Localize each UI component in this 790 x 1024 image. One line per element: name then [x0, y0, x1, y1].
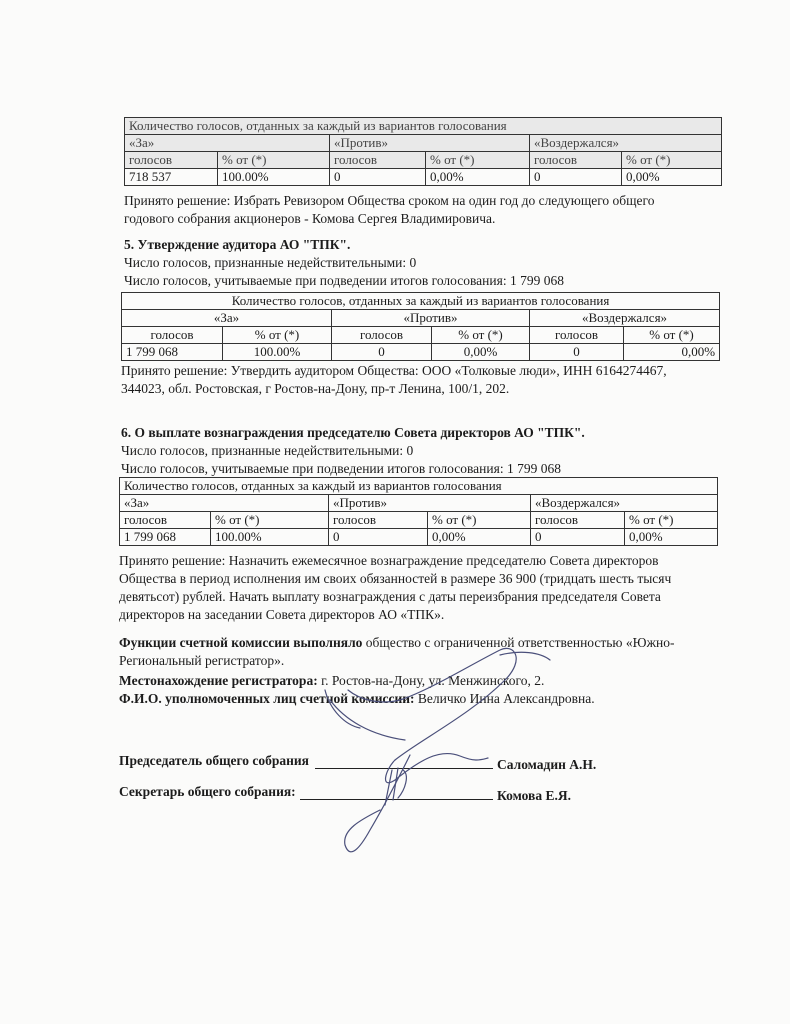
value-cell: 0,00% — [426, 169, 530, 186]
invalid-votes-text: Число голосов, признанные недействительными: 0 — [124, 255, 417, 270]
counted-votes-text: Число голосов, учитываемые при подведении итогов голосования: 1 799 068 — [121, 461, 561, 476]
table-header: Количество голосов, отданных за каждый из вариантов голосования — [122, 293, 720, 310]
value-cell: 0,00% — [432, 344, 530, 361]
votes-table-section6 — [119, 477, 718, 546]
decision-text: Принято решение: Назначить ежемесячное вознаграждение председателю Совета директоров — [119, 553, 659, 568]
signature-stroke — [345, 755, 410, 852]
chair-label: Председатель общего собрания — [119, 753, 309, 768]
value-cell: 0 — [330, 169, 426, 186]
section-title: 5. Утверждение аудитора АО "ТПК". — [124, 237, 351, 252]
col-votes: голосов — [530, 327, 624, 344]
chair-name: Саломадин А.Н. — [497, 757, 597, 772]
col-percent: % от (*) — [426, 152, 530, 169]
decision-text: девятьсот) рублей. Начать выплату вознаграждения с даты переизбрания председателя Совета — [119, 589, 661, 604]
option-against: «Против» — [329, 495, 531, 512]
col-percent: % от (*) — [624, 327, 720, 344]
signature-stroke — [500, 652, 550, 660]
col-percent: % от (*) — [211, 512, 329, 529]
value-cell: 0 — [329, 529, 428, 546]
section-title: 6. О выплате вознаграждения председателю Совета директоров АО "ТПК". — [121, 425, 585, 440]
value-cell: 0,00% — [624, 344, 720, 361]
commission-persons-text: Величко Инна Александровна. — [414, 691, 595, 706]
commission-persons-label: Ф.И.О. уполномоченных лиц счетной комиссии: — [119, 691, 415, 706]
col-percent: % от (*) — [223, 327, 332, 344]
value-cell: 0,00% — [625, 529, 718, 546]
registrar-location-label: Местонахождение регистратора: — [119, 673, 318, 688]
col-votes: голосов — [120, 512, 211, 529]
option-abstain: «Воздержался» — [531, 495, 718, 512]
col-percent: % от (*) — [625, 512, 718, 529]
option-against: «Против» — [332, 310, 530, 327]
votes-table-section5 — [121, 292, 720, 361]
col-votes: голосов — [531, 512, 625, 529]
col-percent: % от (*) — [622, 152, 722, 169]
commission-function-text: общество с ограниченной ответственностью «Южно- — [362, 635, 675, 650]
commission-function-line2: Региональный регистратор». — [119, 653, 285, 668]
table-header: Количество голосов, отданных за каждый из вариантов голосования — [120, 478, 718, 495]
chair-signature-line — [315, 768, 493, 769]
commission-persons — [119, 690, 595, 707]
col-votes: голосов — [332, 327, 432, 344]
value-cell: 718 537 — [125, 169, 218, 186]
value-cell: 1 799 068 — [120, 529, 211, 546]
votes-table-section4 — [124, 117, 722, 186]
value-cell: 0 — [530, 344, 624, 361]
option-for: «За» — [125, 135, 330, 152]
registrar-location — [119, 672, 544, 689]
decision-text: Принято решение: Утвердить аудитором Общества: ООО «Толковые люди», ИНН 6164274467, — [121, 363, 667, 378]
counted-votes-text: Число голосов, учитываемые при подведении итогов голосования: 1 799 068 — [124, 273, 564, 288]
option-against: «Против» — [330, 135, 530, 152]
secretary-name: Комова Е.Я. — [497, 788, 571, 803]
value-cell: 0,00% — [622, 169, 722, 186]
col-votes: голосов — [329, 512, 428, 529]
option-abstain: «Воздержался» — [530, 135, 722, 152]
value-cell: 0,00% — [428, 529, 531, 546]
col-votes: голосов — [125, 152, 218, 169]
decision-text: Общества в период исполнения им своих обязанностей в размере 36 900 (тридцать шесть тысяч — [119, 571, 672, 586]
value-cell: 0 — [531, 529, 625, 546]
option-abstain: «Воздержался» — [530, 310, 720, 327]
secretary-signature-line — [300, 799, 493, 800]
decision-text: директоров на заседании Совета директоров АО «ТПК». — [119, 607, 445, 622]
commission-function — [119, 634, 674, 651]
col-percent: % от (*) — [432, 327, 530, 344]
value-cell: 0 — [332, 344, 432, 361]
registrar-location-text: г. Ростов-на-Дону, ул. Менжинского, 2. — [317, 673, 545, 688]
value-cell: 0 — [530, 169, 622, 186]
col-percent: % от (*) — [428, 512, 531, 529]
value-cell: 100.00% — [218, 169, 330, 186]
invalid-votes-text: Число голосов, признанные недействительными: 0 — [121, 443, 414, 458]
col-percent: % от (*) — [218, 152, 330, 169]
decision-text: годового собрания акционеров - Комова Сергея Владимировича. — [124, 211, 496, 226]
col-votes: голосов — [122, 327, 223, 344]
decision-text: 344023, обл. Ростовская, г Ростов-на-Дону, пр-т Ленина, 100/1, 202. — [121, 381, 510, 396]
secretary-label: Секретарь общего собрания: — [119, 784, 296, 799]
option-for: «За» — [122, 310, 332, 327]
value-cell: 100.00% — [223, 344, 332, 361]
value-cell: 100.00% — [211, 529, 329, 546]
option-for: «За» — [120, 495, 329, 512]
table-header: Количество голосов, отданных за каждый из вариантов голосования — [125, 118, 722, 135]
col-votes: голосов — [530, 152, 622, 169]
value-cell: 1 799 068 — [122, 344, 223, 361]
col-votes: голосов — [330, 152, 426, 169]
commission-function-label: Функции счетной комиссии выполняло — [119, 635, 363, 650]
decision-text: Принято решение: Избрать Ревизором Общества сроком на один год до следующего общего — [124, 193, 655, 208]
